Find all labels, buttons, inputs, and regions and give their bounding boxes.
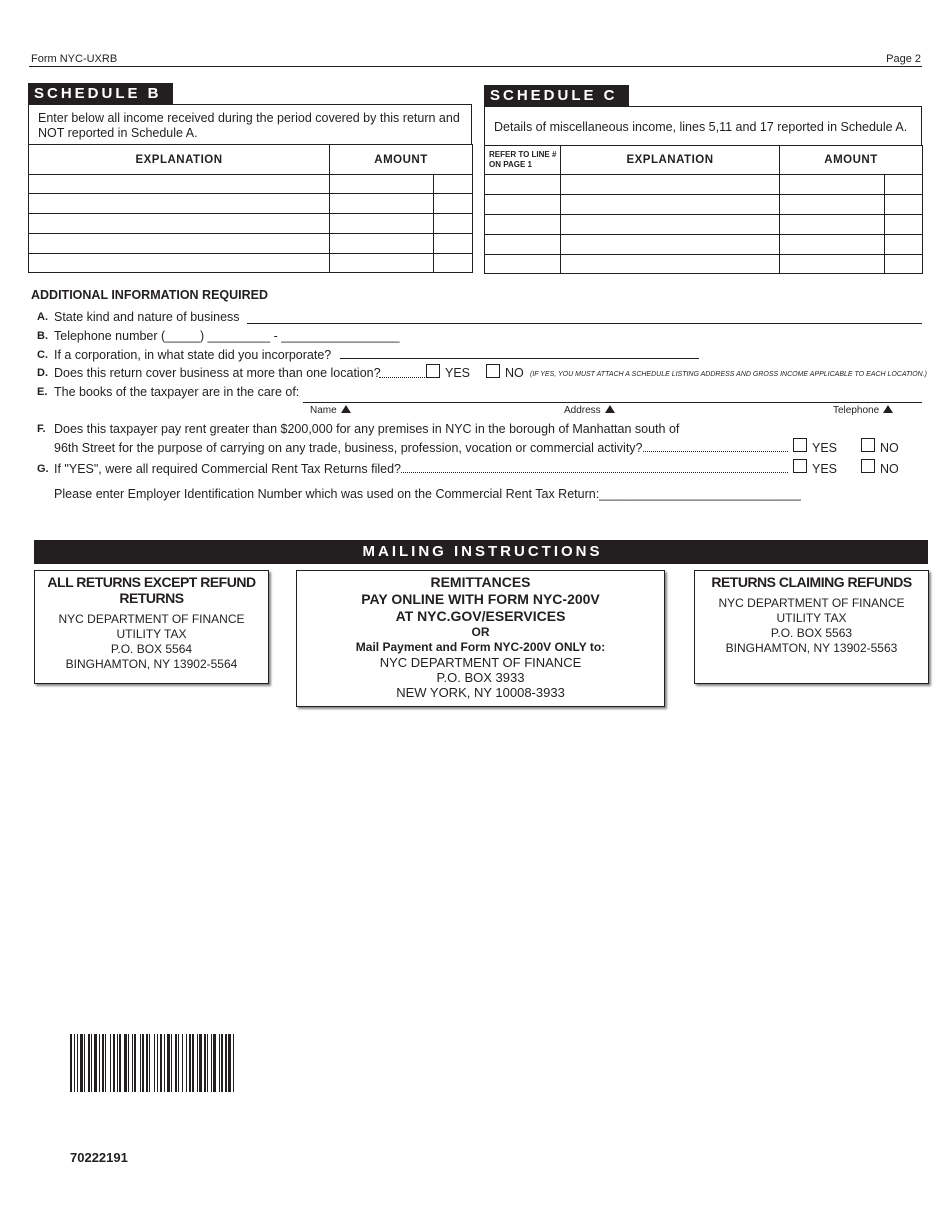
mailing-refunds-heading: RETURNS CLAIMING REFUNDS bbox=[711, 574, 912, 590]
barcode-bar bbox=[77, 1034, 78, 1092]
schedule-c-line-cell[interactable] bbox=[485, 195, 561, 215]
barcode-bar bbox=[157, 1034, 158, 1092]
barcode-bar bbox=[171, 1034, 172, 1092]
mailing-refunds-line: BINGHAMTON, NY 13902-5563 bbox=[725, 641, 898, 655]
remittances-address-line: P.O. BOX 3933 bbox=[436, 670, 525, 685]
barcode-bar bbox=[110, 1034, 111, 1092]
schedule-c-amount-cell[interactable] bbox=[780, 195, 885, 215]
question-g-no-label: NO bbox=[880, 462, 899, 476]
schedule-b-cents-cell[interactable] bbox=[434, 214, 473, 234]
mailing-general-line: UTILITY TAX bbox=[116, 627, 187, 641]
barcode-bar bbox=[192, 1034, 194, 1092]
barcode-bar bbox=[186, 1034, 187, 1092]
mailing-general-line: P.O. BOX 5564 bbox=[110, 642, 193, 656]
schedule-b-amount-cell[interactable] bbox=[330, 194, 434, 214]
barcode-bar bbox=[124, 1034, 127, 1092]
barcode-bar bbox=[211, 1034, 212, 1092]
barcode-bar bbox=[134, 1034, 136, 1092]
schedule-c-line-cell[interactable] bbox=[485, 235, 561, 255]
question-g-yes-label: YES bbox=[812, 462, 838, 476]
barcode-bar bbox=[225, 1034, 227, 1092]
question-f-line1: Does this taxpayer pay rent greater than $200,000 for any premises in NYC in the borough of Manhattan south of bbox=[54, 422, 680, 436]
header-rule bbox=[29, 66, 922, 67]
up-arrow-icon bbox=[341, 405, 351, 413]
question-f-no-label: NO bbox=[880, 441, 899, 455]
page-number: Page 2 bbox=[886, 53, 921, 65]
pay-online-line: PAY ONLINE WITH FORM NYC-200V bbox=[361, 591, 600, 607]
question-b-letter: B. bbox=[37, 330, 48, 342]
question-d-no-label: NO bbox=[505, 366, 524, 380]
schedule-b-cents-cell[interactable] bbox=[434, 234, 473, 254]
question-f-letter: F. bbox=[37, 423, 46, 435]
schedule-c-cents-cell[interactable] bbox=[885, 195, 923, 215]
up-arrow-icon bbox=[605, 405, 615, 413]
mailing-box-general bbox=[34, 570, 269, 684]
schedule-c-cents-cell[interactable] bbox=[885, 235, 923, 255]
business-nature-line[interactable] bbox=[247, 323, 922, 324]
barcode-bar bbox=[204, 1034, 206, 1092]
question-e-letter: E. bbox=[37, 386, 48, 398]
schedule-b-explanation-cell[interactable] bbox=[29, 234, 330, 254]
barcode-bar bbox=[99, 1034, 100, 1092]
schedule-c-amount-cell[interactable] bbox=[780, 255, 885, 274]
schedule-b-amount-cell[interactable] bbox=[330, 234, 434, 254]
schedule-c-amount-header: AMOUNT bbox=[780, 146, 923, 175]
barcode-bar bbox=[213, 1034, 216, 1092]
schedule-c-refer-header: REFER TO LINE # ON PAGE 1 bbox=[485, 146, 561, 175]
schedule-c-table bbox=[484, 145, 923, 274]
schedule-c-explanation-cell[interactable] bbox=[561, 215, 780, 235]
schedule-c-cents-cell[interactable] bbox=[885, 175, 923, 195]
barcode-bar bbox=[175, 1034, 177, 1092]
schedule-c-line-cell[interactable] bbox=[485, 255, 561, 274]
books-care-line[interactable] bbox=[303, 402, 922, 403]
barcode-bar bbox=[132, 1034, 133, 1092]
barcode-bar bbox=[197, 1034, 198, 1092]
barcode-bar bbox=[221, 1034, 223, 1092]
barcode-bar bbox=[154, 1034, 155, 1092]
additional-info-title: ADDITIONAL INFORMATION REQUIRED bbox=[31, 288, 269, 302]
barcode-bar bbox=[167, 1034, 170, 1092]
barcode-bar bbox=[146, 1034, 148, 1092]
question-a-text: State kind and nature of business bbox=[54, 310, 240, 324]
schedule-b-amount-cell[interactable] bbox=[330, 175, 434, 194]
barcode-bar bbox=[149, 1034, 150, 1092]
mail-payment-line: Mail Payment and Form NYC-200V ONLY to: bbox=[355, 640, 606, 654]
question-d-yes-checkbox[interactable] bbox=[426, 364, 440, 378]
mailing-title: MAILING INSTRUCTIONS bbox=[277, 540, 688, 564]
mailing-box-refunds bbox=[694, 570, 929, 684]
question-f-leader bbox=[643, 451, 788, 452]
schedule-b-explanation-cell[interactable] bbox=[29, 254, 330, 273]
barcode-bar bbox=[128, 1034, 129, 1092]
question-f-yes-label: YES bbox=[812, 441, 838, 455]
question-g-letter: G. bbox=[37, 463, 49, 475]
question-d-note: (IF YES, YOU MUST ATTACH A SCHEDULE LISTING ADDRESS AND GROSS INCOME APPLICABLE TO EACH LOCATION.) bbox=[530, 371, 928, 378]
question-g-no-checkbox[interactable] bbox=[861, 459, 875, 473]
address-sublabel: Address bbox=[564, 405, 615, 416]
telephone-sublabel: Telephone bbox=[833, 405, 893, 416]
schedule-c-title: SCHEDULE C bbox=[484, 85, 629, 106]
telephone-number-field[interactable]: Telephone number (_____) _________ - _________________ bbox=[54, 329, 400, 343]
barcode-bar bbox=[164, 1034, 165, 1092]
question-f-yes-checkbox[interactable] bbox=[793, 438, 807, 452]
question-a-letter: A. bbox=[37, 311, 48, 323]
barcode-bar bbox=[91, 1034, 92, 1092]
question-d-leader bbox=[379, 377, 425, 378]
barcode-bar bbox=[94, 1034, 97, 1092]
schedule-c-explanation-cell[interactable] bbox=[561, 235, 780, 255]
barcode-bar bbox=[102, 1034, 104, 1092]
schedule-c-explanation-cell[interactable] bbox=[561, 195, 780, 215]
schedule-c-line-cell[interactable] bbox=[485, 175, 561, 195]
schedule-c-explanation-cell[interactable] bbox=[561, 255, 780, 274]
schedule-b-cents-cell[interactable] bbox=[434, 175, 473, 194]
barcode-bar bbox=[113, 1034, 115, 1092]
mailing-general-line: NYC DEPARTMENT OF FINANCE bbox=[58, 612, 245, 626]
up-arrow-icon bbox=[883, 405, 893, 413]
ein-field[interactable]: Please enter Employer Identification Number which was used on the Commercial Rent Tax Return:_____________________________ bbox=[54, 487, 801, 501]
schedule-b-table bbox=[28, 144, 473, 273]
or-line: OR bbox=[471, 625, 490, 639]
question-g-leader bbox=[401, 472, 788, 473]
question-d-yes-label: YES bbox=[445, 366, 471, 380]
schedule-c-cents-cell[interactable] bbox=[885, 255, 923, 274]
question-d-no-checkbox[interactable] bbox=[486, 364, 500, 378]
schedule-b-explanation-cell[interactable] bbox=[29, 175, 330, 194]
mailing-general-line: BINGHAMTON, NY 13902-5564 bbox=[65, 657, 238, 671]
barcode-bar bbox=[84, 1034, 85, 1092]
schedule-c-amount-cell[interactable] bbox=[780, 215, 885, 235]
barcode-bar bbox=[117, 1034, 118, 1092]
schedule-c-line-cell[interactable] bbox=[485, 215, 561, 235]
barcode-bar bbox=[160, 1034, 162, 1092]
barcode-bar bbox=[119, 1034, 121, 1092]
remittances-heading: REMITTANCES bbox=[430, 574, 531, 590]
schedule-c-cents-cell[interactable] bbox=[885, 215, 923, 235]
remittances-address-line: NEW YORK, NY 10008-3933 bbox=[396, 685, 565, 700]
question-c-text: If a corporation, in what state did you incorporate? bbox=[54, 348, 332, 362]
schedule-b-amount-cell[interactable] bbox=[330, 214, 434, 234]
barcode-bar bbox=[189, 1034, 191, 1092]
schedule-b-title: SCHEDULE B bbox=[28, 83, 173, 104]
question-e-text: The books of the taxpayer are in the care of: bbox=[54, 385, 300, 399]
schedule-b-cents-cell[interactable] bbox=[434, 194, 473, 214]
barcode-bar bbox=[178, 1034, 179, 1092]
question-d-text: Does this return cover business at more than one location? bbox=[54, 366, 381, 380]
schedule-b-description: Enter below all income received during the period covered by this return and NOT reported in Schedule A. bbox=[28, 104, 472, 145]
barcode-bar bbox=[233, 1034, 234, 1092]
schedule-b-explanation-header: EXPLANATION bbox=[29, 145, 330, 175]
incorporation-state-line[interactable] bbox=[340, 358, 699, 359]
question-d-letter: D. bbox=[37, 367, 48, 379]
schedule-c-description: Details of miscellaneous income, lines 5,11 and 17 reported in Schedule A. bbox=[484, 106, 922, 146]
barcode-bar bbox=[228, 1034, 231, 1092]
form-number: 70222191 bbox=[70, 1150, 128, 1165]
barcode-bar bbox=[80, 1034, 83, 1092]
barcode-bar bbox=[74, 1034, 75, 1092]
barcode-bar bbox=[105, 1034, 106, 1092]
schedule-b-cents-cell[interactable] bbox=[434, 254, 473, 273]
name-sublabel: Name bbox=[310, 405, 351, 416]
barcode-bar bbox=[219, 1034, 220, 1092]
schedule-b-amount-cell[interactable] bbox=[330, 254, 434, 273]
schedule-b-amount-header: AMOUNT bbox=[330, 145, 473, 175]
mailing-refunds-line: NYC DEPARTMENT OF FINANCE bbox=[718, 596, 905, 610]
question-f-no-checkbox[interactable] bbox=[861, 438, 875, 452]
form-name: Form NYC-UXRB bbox=[31, 53, 118, 65]
barcode-bar bbox=[88, 1034, 90, 1092]
barcode-bar bbox=[140, 1034, 141, 1092]
barcode-bar bbox=[182, 1034, 183, 1092]
schedule-c-explanation-cell[interactable] bbox=[561, 175, 780, 195]
schedule-c-amount-cell[interactable] bbox=[780, 235, 885, 255]
barcode-bar bbox=[70, 1034, 72, 1092]
question-f-line2: 96th Street for the purpose of carrying on any trade, business, profession, vocation or commercial activity? bbox=[54, 441, 643, 455]
mailing-box-remittances bbox=[296, 570, 665, 707]
barcode-bar bbox=[199, 1034, 202, 1092]
schedule-b-explanation-cell[interactable] bbox=[29, 214, 330, 234]
mailing-refunds-line: UTILITY TAX bbox=[776, 611, 847, 625]
barcode-bar bbox=[142, 1034, 144, 1092]
schedule-b-explanation-cell[interactable] bbox=[29, 194, 330, 214]
eservices-line: AT NYC.GOV/ESERVICES bbox=[395, 608, 566, 624]
schedule-c-amount-cell[interactable] bbox=[780, 175, 885, 195]
barcode bbox=[70, 1034, 326, 1092]
barcode-bar bbox=[207, 1034, 208, 1092]
question-g-text: If "YES", were all required Commercial Rent Tax Returns filed? bbox=[54, 462, 401, 476]
mailing-general-heading: ALL RETURNS EXCEPT REFUND RETURNS bbox=[47, 574, 256, 606]
question-g-yes-checkbox[interactable] bbox=[793, 459, 807, 473]
schedule-c-explanation-header: EXPLANATION bbox=[561, 146, 780, 175]
question-c-letter: C. bbox=[37, 349, 48, 361]
remittances-address-line: NYC DEPARTMENT OF FINANCE bbox=[379, 655, 582, 670]
mailing-refunds-line: P.O. BOX 5563 bbox=[770, 626, 853, 640]
